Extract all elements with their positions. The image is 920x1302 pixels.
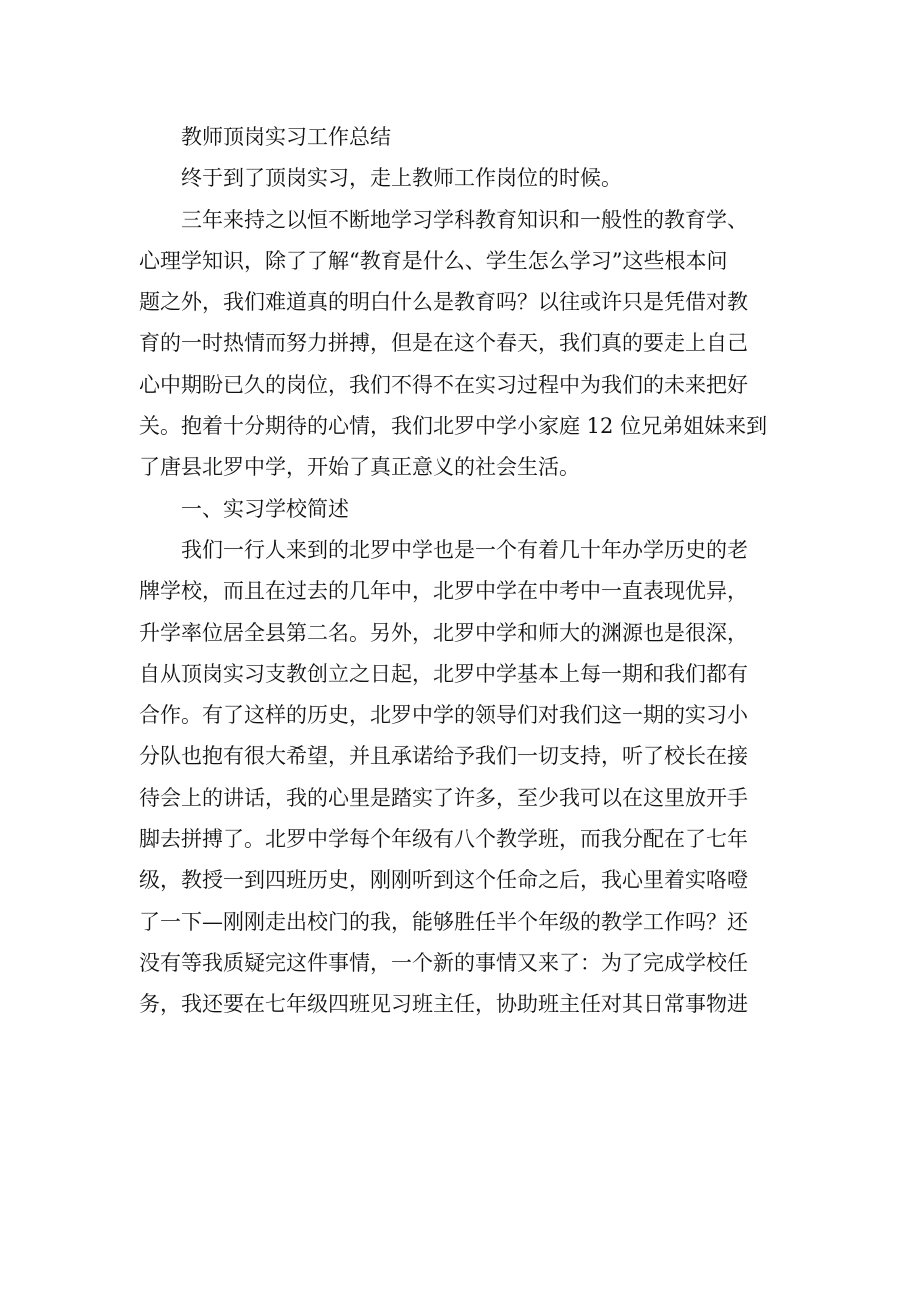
text-line: 没有等我质疑完这件事情，一个新的事情又来了：为了完成学校任: [139, 950, 748, 975]
paragraph-list: [139, 158, 781, 1025]
text-line: 务，我还要在七年级四班见习班主任，协助班主任对其日常事物进: [139, 992, 748, 1017]
paragraph: [139, 158, 781, 199]
text-line: 待会上的讲话，我的心里是踏实了许多，至少我可以在这里放开手: [139, 785, 748, 810]
paragraph: [139, 530, 781, 1026]
text-line: 终于到了顶岗实习，走上教师工作岗位的时候。: [181, 166, 622, 191]
text-line: 育的一时热情而努力拼搏，但是在这个春天，我们真的要走上自己: [139, 331, 748, 356]
text-line: 级，教授一到四班历史，刚刚听到这个任命之后，我心里着实咯噔: [139, 868, 748, 893]
text-line: 合作。有了这样的历史，北罗中学的领导们对我们这一期的实习小: [139, 703, 748, 728]
text-line: 心理学知识，除了了解“教育是什么、学生怎么学习”这些根本问: [139, 248, 728, 273]
text-line: 关。抱着十分期待的心情，我们北罗中学小家庭 12 位兄弟姐妹来到: [139, 414, 768, 439]
text-line: 题之外，我们难道真的明白什么是教育吗？以往或许只是凭借对教: [139, 290, 748, 315]
text-line: 三年来持之以恒不断地学习学科教育知识和一般性的教育学、: [181, 207, 748, 232]
text-line: 了一下—刚刚走出校门的我，能够胜任半个年级的教学工作吗？还: [139, 909, 748, 934]
text-line: 分队也抱有很大希望，并且承诺给予我们一切支持，听了校长在接: [139, 744, 748, 769]
text-line: 一、实习学校简述: [181, 496, 349, 521]
document-title: 教师顶岗实习工作总结: [181, 125, 391, 149]
text-line: 心中期盼已久的岗位，我们不得不在实习过程中为我们的未来把好: [139, 372, 748, 397]
text-line: 我们一行人来到的北罗中学也是一个有着几十年办学历史的老: [181, 537, 748, 562]
text-line: 升学率位居全县第二名。另外，北罗中学和师大的渊源也是很深，: [139, 620, 748, 645]
text-line: 牌学校，而且在过去的几年中，北罗中学在中考中一直表现优异，: [139, 579, 748, 604]
document-body: [139, 117, 781, 1026]
paragraph: [139, 200, 781, 489]
text-line: 了唐县北罗中学，开始了真正意义的社会生活。: [139, 455, 580, 480]
text-line: 脚去拼搏了。北罗中学每个年级有八个教学班，而我分配在了七年: [139, 827, 748, 852]
paragraph: [139, 489, 781, 530]
text-line: 自从顶岗实习支教创立之日起，北罗中学基本上每一期和我们都有: [139, 661, 748, 686]
